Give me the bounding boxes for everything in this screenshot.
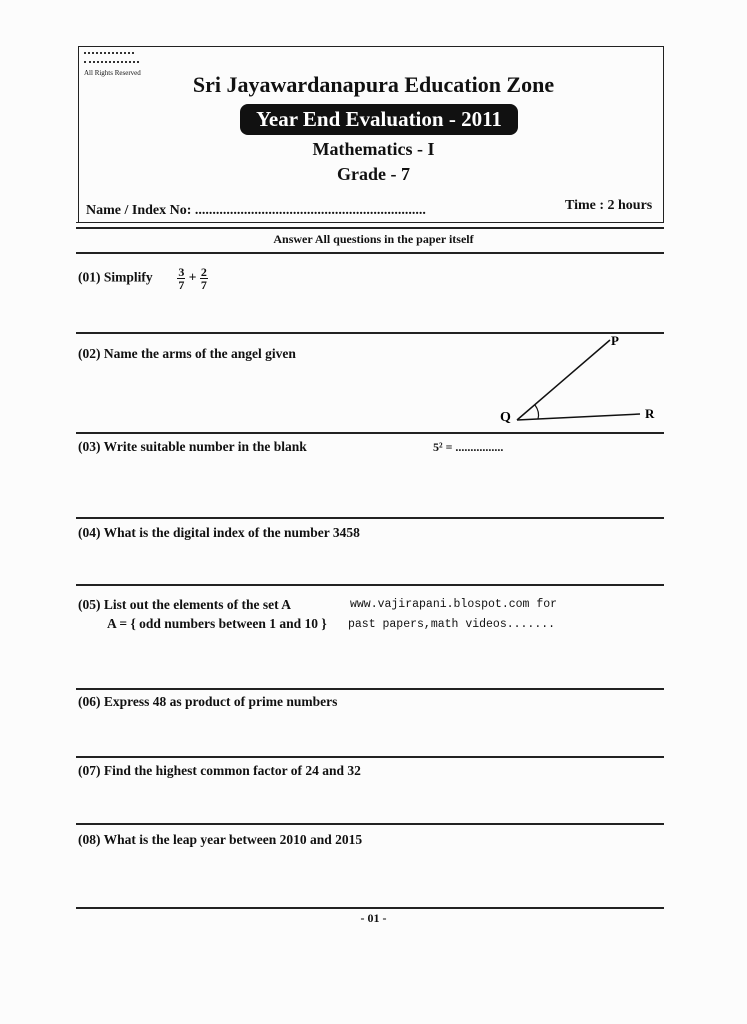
divider [76,517,664,519]
name-index-field[interactable]: Name / Index No: .................................................................. [86,203,426,218]
divider [76,584,664,586]
divider [76,432,664,434]
divider [76,227,664,229]
question-07: (07) Find the highest common factor of 24 and 32 [78,763,361,778]
divider [76,222,664,223]
zone-title: Sri Jayawardanapura Education Zone [192,72,555,97]
label-q: Q [500,410,511,425]
question-05: (05) List out the elements of the set A [78,597,291,612]
watermark-line1: www.vajirapani.blospot.com for [350,598,558,611]
instruction-text: Answer All questions in the paper itself [273,232,474,246]
divider [76,688,664,690]
label-r: R [645,406,655,421]
angle-diagram [490,332,670,432]
time-label: Time : 2 hours [565,198,653,213]
fraction-b: $\frac{2}{7}$ [200,265,207,292]
exam-badge: Year End Evaluation - 2011 [240,104,518,135]
question-01: (01) Simplify $\frac{3}{7}$ + $\frac{2}{7}$ [78,265,207,292]
question-06: (06) Express 48 as product of prime numbers [78,694,338,709]
divider [76,907,664,909]
divider [76,756,664,758]
rights-text: All Rights Reserved [84,69,141,77]
divider [76,252,664,254]
label-p: P [611,333,619,348]
blank-field[interactable]: 5² = ................ [433,440,504,454]
watermark-line2: past papers,math videos....... [348,618,556,631]
grade-title: Grade - 7 [337,164,410,184]
question-08: (08) What is the leap year between 2010 and 2015 [78,832,363,847]
subject-title: Mathematics - I [312,139,435,159]
question-02: (02) Name the arms of the angel given [78,346,296,361]
fraction-a: $\frac{3}{7}$ [178,265,185,292]
question-05-set: A = { odd numbers between 1 and 10 } [107,616,327,631]
question-04: (04) What is the digital index of the number 3458 [78,525,360,540]
page-number: - 01 - [360,911,387,925]
divider [76,823,664,825]
question-03: (03) Write suitable number in the blank [78,439,307,454]
